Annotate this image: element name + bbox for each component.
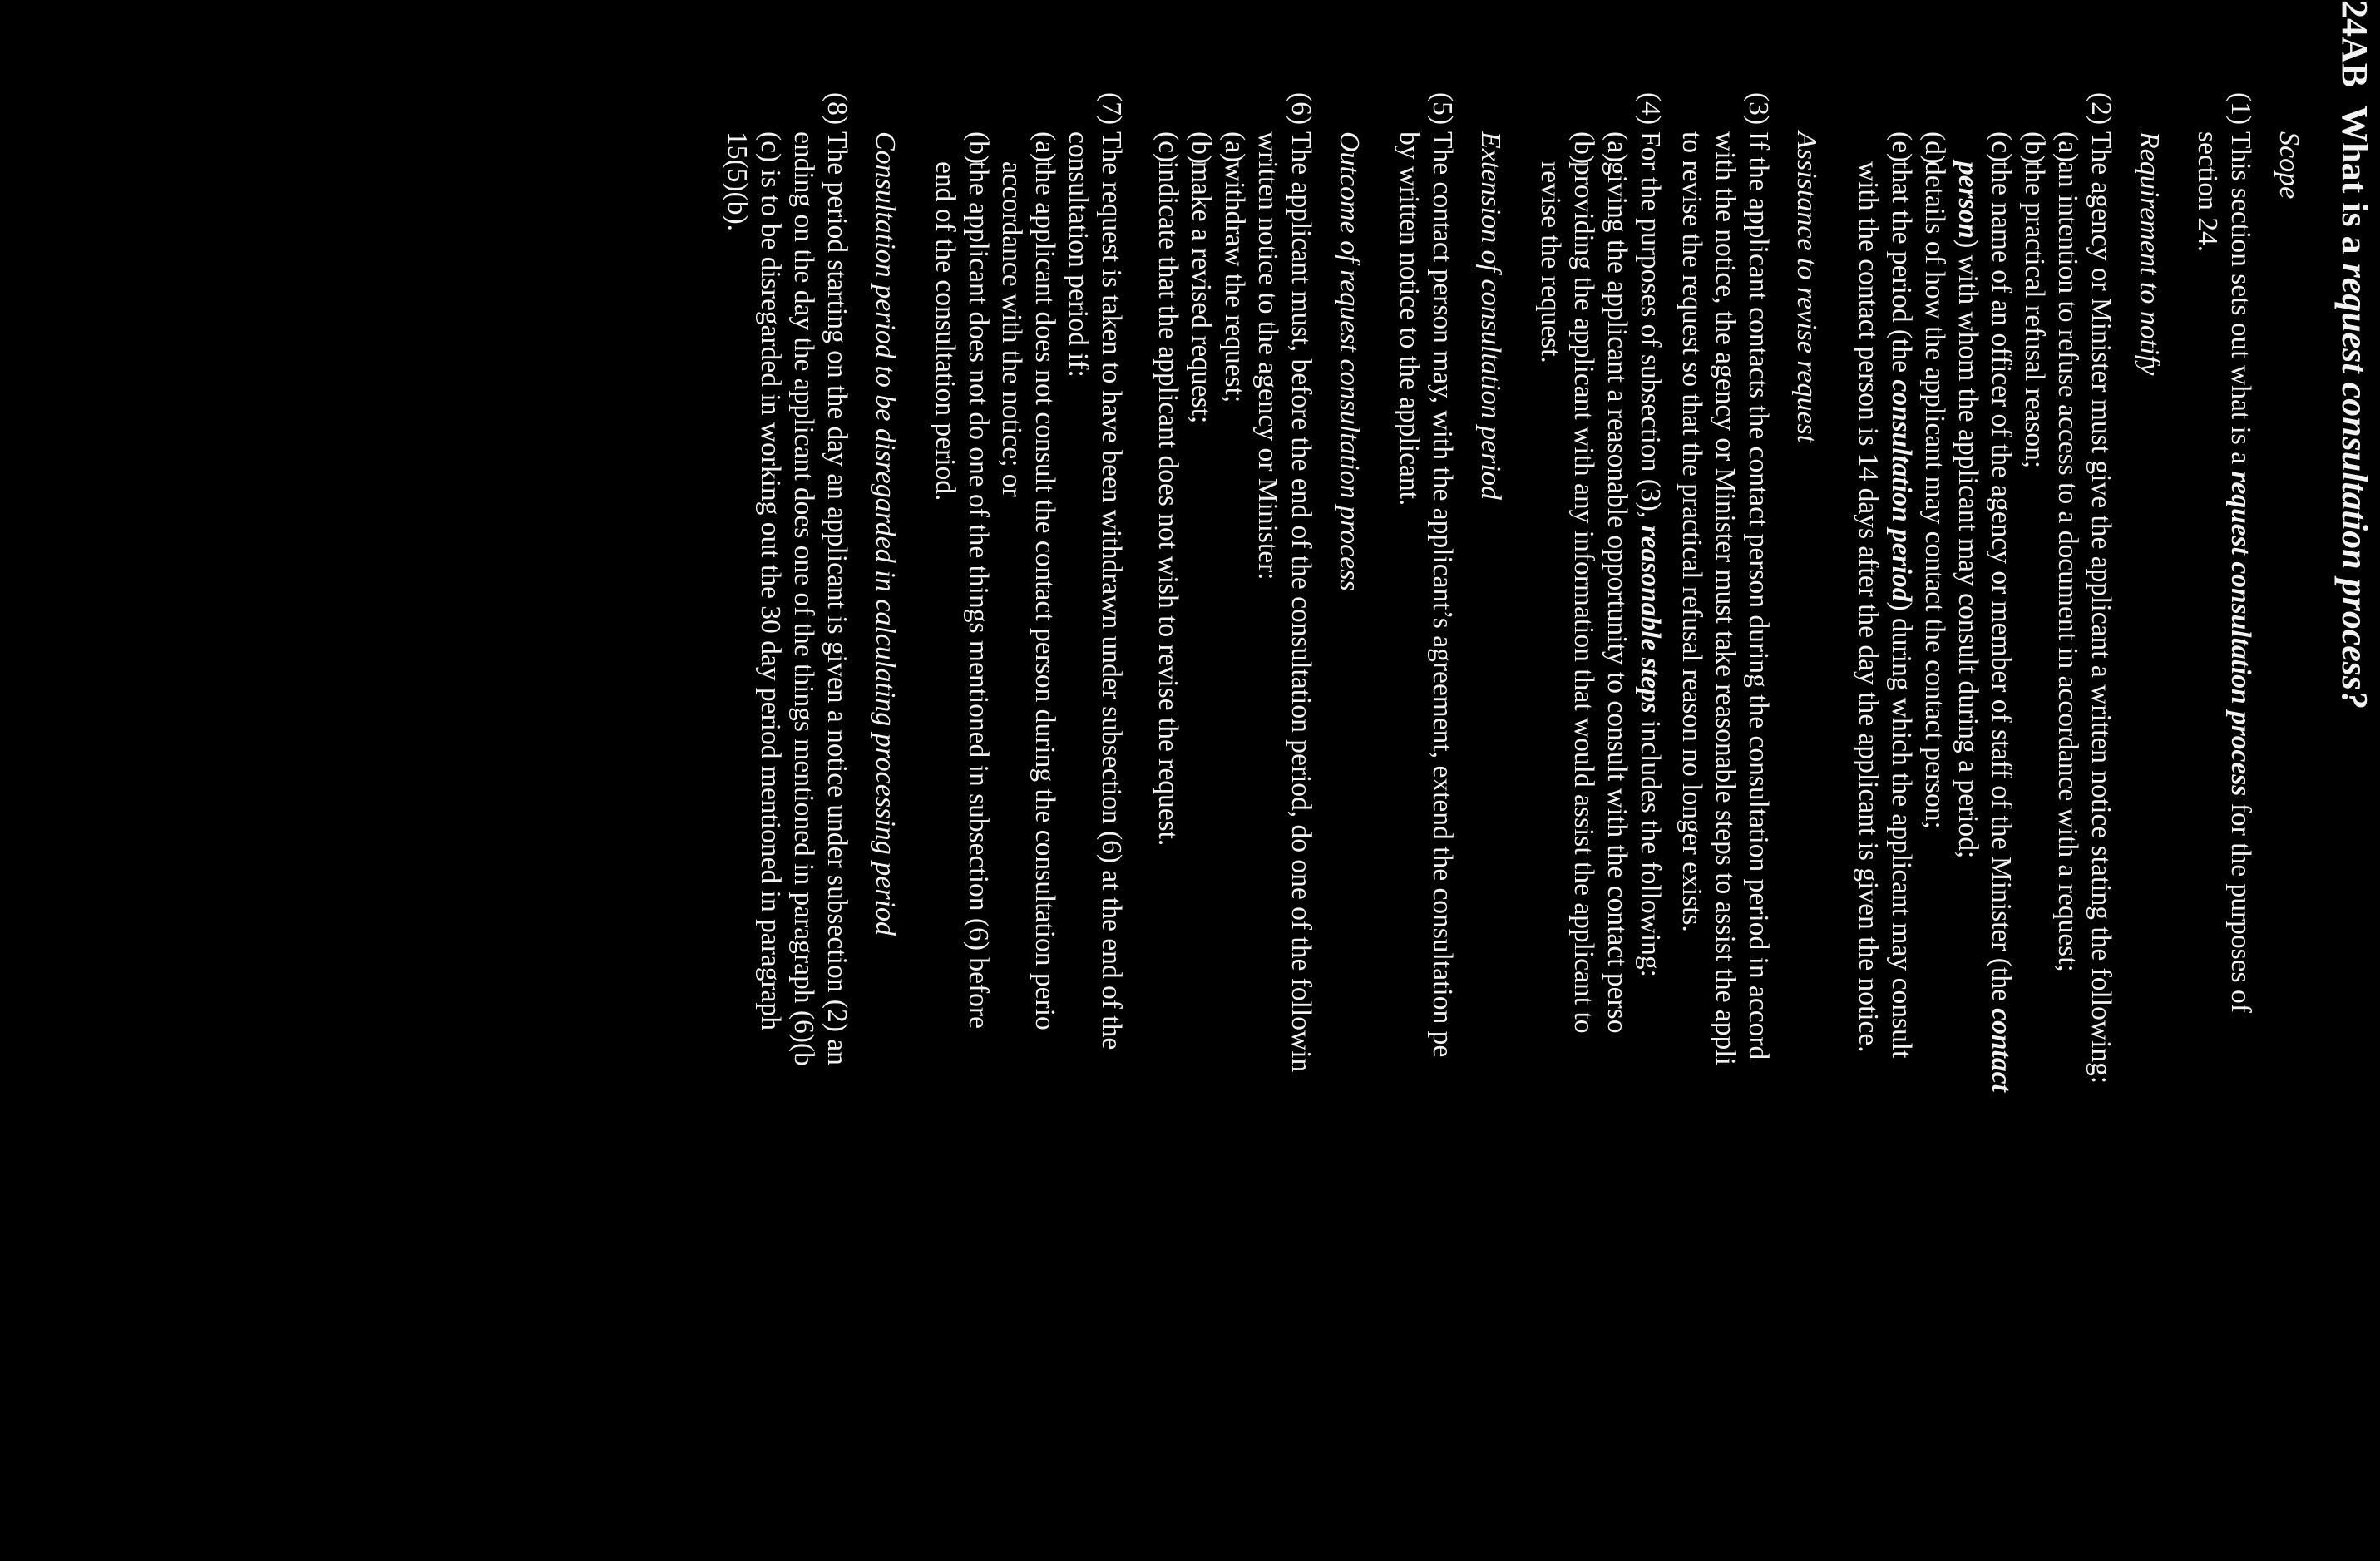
section-title-prefix: What is a	[2334, 106, 2375, 264]
item-line: the applicant does not consult the contact person during the consultation perio	[1030, 161, 1060, 1030]
section-title-emphasis: request consultation process?	[2334, 263, 2375, 709]
item-line: giving the applicant a reasonable opportunity to consult with the contact perso	[1602, 161, 1632, 1034]
item-line	[1951, 161, 1984, 1561]
item-line: the applicant does not do one of the things mentioned in subsection (6) before	[963, 161, 994, 1029]
list-item	[2051, 131, 2084, 1561]
paragraph-line: The agency or Minister must give the applicant a written notice stating the following:	[2086, 131, 2116, 1084]
paragraph-line: (c) is to be disregarded in working out the 30 day period mentioned in paragraph	[755, 131, 786, 1030]
paragraph-number: (2)	[2086, 92, 2116, 126]
paragraph-4	[1633, 92, 1666, 1561]
item-line: providing the applicant with any information that would assist the applicant to	[1568, 161, 1599, 1034]
item-line: make a revised request;	[1186, 161, 1217, 424]
item-line: details of how the applicant may contact the contact person;	[1919, 161, 1950, 829]
section-number: 24AB	[2334, 0, 2375, 88]
list-item	[1184, 131, 1217, 1561]
item-label: (d)	[1919, 131, 1950, 165]
list-item	[1151, 131, 1184, 1561]
subheading-extension: Extension of consultation period	[1475, 131, 1506, 500]
paragraph-line: The period starting on the day an applicant is given a notice under subsection (2) an	[822, 131, 852, 1065]
paragraph-line: section 24.	[2192, 131, 2223, 253]
paragraph-5	[1392, 92, 1459, 1561]
paragraph-number: (6)	[1286, 92, 1316, 126]
subheading-scope: Scope	[2274, 131, 2304, 200]
list-item	[1851, 131, 1918, 1561]
item-label: (b)	[2019, 131, 2050, 165]
item-line: the practical refusal reason;	[2019, 161, 2050, 469]
paragraph-8	[720, 92, 853, 1561]
paragraph-line: If the applicant contacts the contact person during the consultation period in accord	[1743, 131, 1774, 1060]
text-run: ) during which the applicant may consult	[1886, 601, 1917, 1059]
subheading-assistance: Assistance to revise request	[1791, 131, 1822, 443]
item-line: an intention to refuse access to a document in accordance with a request;	[2052, 161, 2083, 972]
document-content	[720, 0, 2380, 1561]
paragraph-line	[2224, 131, 2257, 1561]
text-run: For the purposes of subsection (3),	[1635, 131, 1666, 526]
item-label: (b)	[1568, 131, 1599, 165]
paragraph-number: (3)	[1743, 92, 1774, 126]
defined-term: reasonable steps	[1635, 525, 1666, 714]
paragraph-line: The applicant must, before the end of the consultation period, do one of the followin	[1286, 131, 1316, 1073]
list-item	[1918, 131, 1951, 1561]
list-item	[1217, 131, 1251, 1561]
paragraph-line: ending on the day the applicant does one of the things mentioned in paragraph (6)(b	[788, 131, 819, 1066]
paragraph-line: The request is taken to have been withdrawn under subsection (6) at the end of the	[1096, 131, 1127, 1050]
list-item	[1951, 131, 2017, 1561]
item-label: (b)	[1186, 131, 1217, 165]
text-run: includes the following:	[1635, 713, 1666, 977]
list-item	[2017, 131, 2051, 1561]
paragraph-number: (8)	[822, 92, 852, 126]
list-item	[995, 131, 1061, 1561]
paragraph-1	[2190, 92, 2257, 1561]
paragraph-7	[1061, 92, 1128, 1561]
item-label: (c)	[1153, 131, 1183, 163]
text-run: ) with whom the applicant may consult during a period;	[1953, 239, 1983, 859]
paragraph-line: consultation period if:	[1063, 131, 1094, 378]
item-line	[1984, 161, 2017, 1561]
item-label: (a)	[2052, 131, 2083, 163]
item-label: (a)	[1030, 131, 1060, 163]
item-label: (b)	[963, 131, 994, 165]
text-run: This section sets out what is a	[2225, 131, 2256, 472]
item-line: withdraw the request;	[1219, 161, 1250, 403]
defined-term: person	[1953, 161, 1983, 240]
paragraph-line: written notice to the agency or Minister:	[1252, 131, 1283, 580]
paragraph-line: by written notice to the applicant.	[1394, 131, 1425, 506]
paragraph-line	[1633, 131, 1666, 1561]
item-label: (a)	[1219, 131, 1250, 163]
paragraph-number: (4)	[1635, 92, 1666, 126]
paragraph-line: The contact person may, with the applicant’s agreement, extend the consultation pe	[1427, 131, 1458, 1058]
text-run: for the purposes of	[2225, 796, 2256, 1013]
item-line: revise the request.	[1535, 161, 1566, 363]
item-label: (e)	[1886, 131, 1917, 163]
text-run: that the period (the	[1886, 161, 1917, 380]
item-line: accordance with the notice; or	[996, 161, 1027, 497]
paragraph-2	[2084, 92, 2117, 1561]
subheading-outcome: Outcome of request consultation process	[1334, 131, 1365, 591]
subheading-requirement-to-notify: Requirement to notify	[2134, 131, 2165, 376]
paragraph-number: (7)	[1096, 92, 1127, 126]
defined-term: request consultation process	[2225, 471, 2256, 797]
paragraph-number: (5)	[1427, 92, 1458, 126]
item-line	[1884, 161, 1918, 1561]
paragraph-line: to revise the request so that the practical refusal reason no longer exists.	[1676, 131, 1707, 932]
item-line: indicate that the applicant does not wish to revise the request.	[1153, 161, 1183, 847]
paragraph-6	[1251, 92, 1317, 1561]
item-line: end of the consultation period.	[930, 161, 960, 501]
list-item	[1533, 131, 1600, 1561]
item-label: (a)	[1602, 131, 1632, 163]
paragraph-3	[1675, 92, 1775, 1561]
list-item	[1600, 131, 1633, 1561]
subheading-disregard: Consultation period to be disregarded in calculating processing period	[870, 131, 901, 936]
defined-term: contact	[1986, 1008, 2017, 1092]
item-label: (c)	[1986, 131, 2017, 163]
paragraph-number: (1)	[2225, 92, 2256, 126]
paragraph-line: with the notice, the agency or Minister must take reasonable steps to assist the appli	[1710, 131, 1741, 1065]
defined-term: consultation period	[1886, 379, 1917, 602]
section-heading	[2332, 0, 2377, 1561]
text-run: the name of an officer of the agency or member of staff of the Minister (the	[1986, 161, 2017, 1009]
paragraph-line: 15(5)(b).	[722, 131, 753, 231]
item-line: with the contact person is 14 days after the day the applicant is given the notice.	[1853, 161, 1884, 1053]
list-item	[928, 131, 995, 1561]
